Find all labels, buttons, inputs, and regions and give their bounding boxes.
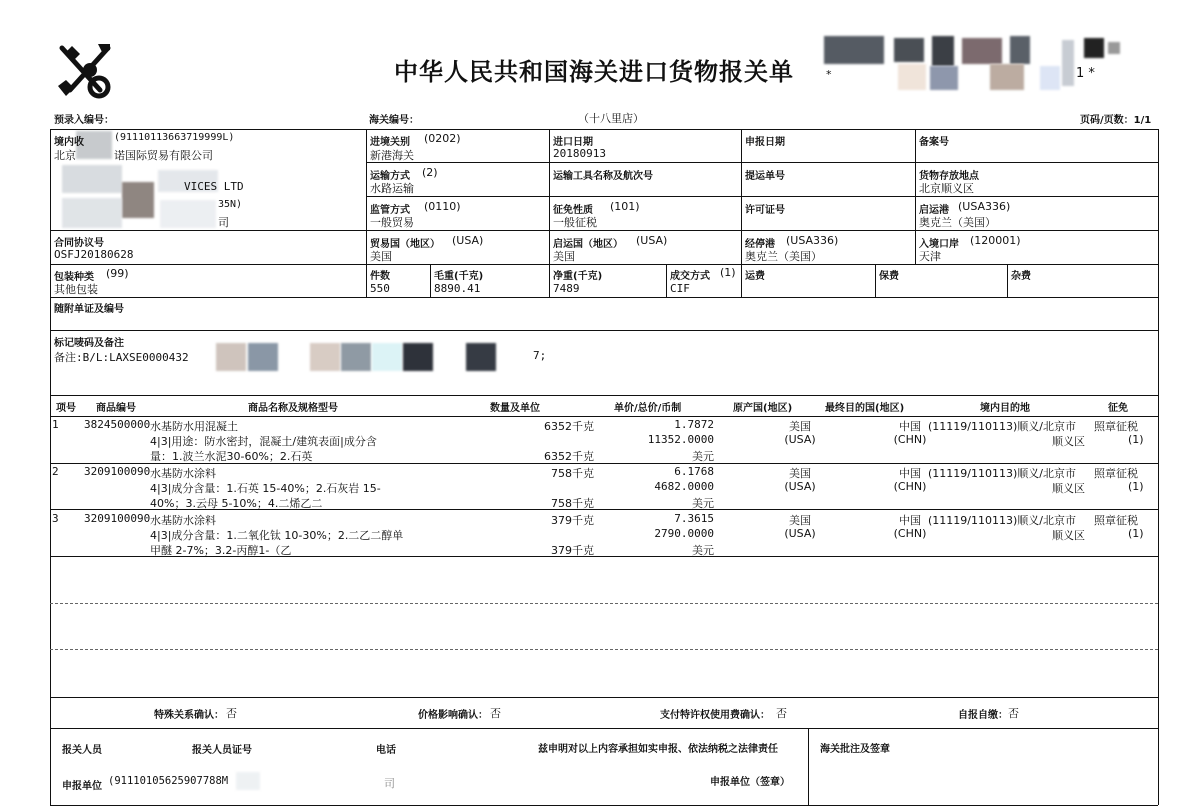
- unit-price: 1.7872: [674, 418, 714, 431]
- consignee-label: 境内收: [54, 137, 84, 148]
- item-no: 1: [52, 418, 59, 431]
- total-price: 2790.0000: [654, 527, 714, 540]
- royalty-value: 否: [776, 707, 787, 720]
- declare-unit-code: (91110105625907788M: [108, 775, 229, 787]
- special-relation-label: 特殊关系确认：: [154, 710, 224, 721]
- declare-unit-partial: 司: [384, 777, 395, 790]
- goods-spec-line1: 4|3|成分含量：1.石英 15-40%；2.石灰岩 15-: [150, 482, 381, 495]
- marks-label: 标记唛码及备注: [54, 338, 124, 349]
- goods-name: 水基防水涂料: [150, 514, 216, 527]
- qty-primary: 758千克: [551, 467, 594, 480]
- consumer-name-partial: 司: [218, 216, 229, 229]
- item-no: 2: [52, 465, 59, 478]
- col-origin: 原产国(地区): [733, 403, 793, 414]
- exemption-value: 一般征税: [553, 216, 597, 229]
- col-levy: 征免: [1108, 403, 1128, 414]
- insurance-label: 保费: [879, 271, 899, 282]
- dest-code: (CHN): [893, 480, 927, 493]
- domestic-dest: (11119/110113)顺义/北京市: [928, 514, 1076, 527]
- departure-port-value: 奥克兰（美国）: [919, 216, 996, 229]
- misc-fee-label: 杂费: [1011, 271, 1031, 282]
- declarant-cert-label: 报关人员证号: [192, 745, 252, 756]
- star-mark-right: 1 *: [1076, 66, 1095, 81]
- transport-mode-value: 水路运输: [370, 182, 414, 195]
- currency: 美元: [692, 497, 714, 510]
- origin-country: 美国: [789, 420, 811, 433]
- marks-tail: 7;: [533, 349, 547, 362]
- departure-port-code: (USA336): [958, 200, 1011, 213]
- dest-country: 中国: [899, 420, 921, 433]
- dest-code: (CHN): [893, 527, 927, 540]
- domestic-dest-line2: 顺义区: [1052, 529, 1085, 542]
- goods-spec-line1: 4|3|用途：防水密封，混凝土/建筑表面|成分含: [150, 435, 377, 448]
- page-indicator: 页码/页数：1/1: [1080, 115, 1152, 126]
- special-relation-value: 否: [226, 707, 237, 720]
- col-name-spec: 商品名称及规格型号: [248, 403, 338, 414]
- departure-port-label: 启运港: [919, 205, 949, 216]
- exemption-code: (101): [610, 200, 640, 213]
- goods-name: 水基防水用混凝土: [150, 420, 238, 433]
- overseas-shipper-partial: VICES LTD: [184, 180, 244, 193]
- dest-country: 中国: [899, 514, 921, 527]
- consignee-name-right: 诺国际贸易有限公司: [114, 149, 213, 162]
- self-declare-value: 否: [1008, 707, 1019, 720]
- dest-country: 中国: [899, 467, 921, 480]
- origin-code: (USA): [784, 527, 816, 540]
- pieces-value: 550: [370, 282, 390, 295]
- pre-entry-no-label: 预录入编号：: [54, 115, 114, 126]
- contract-value: OSFJ20180628: [54, 248, 134, 261]
- filing-no-label: 备案号: [919, 137, 949, 148]
- entry-port-value: 天津: [919, 250, 941, 263]
- vessel-label: 运输工具名称及航次号: [553, 171, 653, 182]
- levy-code: (1): [1128, 480, 1144, 493]
- storage-label: 货物存放地点: [919, 171, 979, 182]
- hs-code: 3209100090: [84, 512, 151, 525]
- trade-country-value: 美国: [370, 250, 392, 263]
- customs-emblem-icon: [52, 40, 118, 104]
- import-date-label: 进口日期: [553, 137, 593, 148]
- qty-secondary: 6352千克: [544, 450, 594, 463]
- levy-code: (1): [1128, 433, 1144, 446]
- origin-country-label: 启运国（地区）: [553, 239, 623, 250]
- col-hs-code: 商品编号: [96, 403, 136, 414]
- consignee-code: (91110113663719999L): [114, 132, 235, 143]
- origin-country-value: 美国: [553, 250, 575, 263]
- star-mark-left: *: [826, 68, 832, 81]
- legal-statement: 兹申明对以上内容承担如实申报、依法纳税之法律责任: [538, 744, 778, 755]
- col-qty-unit: 数量及单位: [490, 403, 540, 414]
- exemption-label: 征免性质: [553, 205, 593, 216]
- import-date-value: 20180913: [553, 147, 606, 160]
- hs-code: 3824500000: [84, 418, 151, 431]
- via-port-code: (USA336): [786, 234, 839, 247]
- consignee-name-left: 北京: [54, 149, 76, 162]
- net-weight-label: 净重(千克): [553, 271, 603, 282]
- domestic-dest: (11119/110113)顺义/北京市: [928, 420, 1076, 433]
- deal-mode-code: (1): [720, 266, 736, 279]
- qty-primary: 379千克: [551, 514, 594, 527]
- goods-spec-line2: 甲醚 2-7%；3.2-丙醇1-（乙: [150, 544, 292, 557]
- page-title: 中华人民共和国海关进口货物报关单: [394, 57, 794, 86]
- qty-secondary: 379千克: [551, 544, 594, 557]
- price-effect-value: 否: [490, 707, 501, 720]
- currency: 美元: [692, 544, 714, 557]
- contract-label: 合同协议号: [54, 238, 104, 249]
- consumer-code-partial: 35N): [218, 199, 243, 210]
- domestic-dest-line2: 顺义区: [1052, 482, 1085, 495]
- barcode-redacted: [822, 36, 1122, 92]
- docs-label: 随附单证及编号: [54, 304, 124, 315]
- royalty-label: 支付特许权使用费确认：: [660, 710, 770, 721]
- origin-country: 美国: [789, 467, 811, 480]
- domestic-dest: (11119/110113)顺义/北京市: [928, 467, 1076, 480]
- qty-secondary: 758千克: [551, 497, 594, 510]
- origin-code: (USA): [784, 480, 816, 493]
- declare-date-label: 申报日期: [745, 137, 785, 148]
- package-code: (99): [106, 267, 129, 280]
- declare-unit-sign-label: 申报单位（签章）: [710, 777, 790, 788]
- domestic-dest-line2: 顺义区: [1052, 435, 1085, 448]
- entry-port-code: (120001): [970, 234, 1021, 247]
- item-no: 3: [52, 512, 59, 525]
- bl-label: 提运单号: [745, 171, 785, 182]
- levy-mode: 照章征税: [1094, 467, 1138, 480]
- origin-country: 美国: [789, 514, 811, 527]
- total-price: 4682.0000: [654, 480, 714, 493]
- via-port-label: 经停港: [745, 239, 775, 250]
- currency: 美元: [692, 450, 714, 463]
- pieces-label: 件数: [370, 271, 390, 282]
- customs-approval-label: 海关批注及签章: [820, 744, 890, 755]
- supervision-value: 一般贸易: [370, 216, 414, 229]
- net-weight-value: 7489: [553, 282, 580, 295]
- storage-value: 北京顺义区: [919, 182, 974, 195]
- dest-code: (CHN): [893, 433, 927, 446]
- gross-weight-value: 8890.41: [434, 282, 481, 295]
- gross-weight-label: 毛重(千克): [434, 271, 484, 282]
- levy-mode: 照章征税: [1094, 514, 1138, 527]
- supervision-label: 监管方式: [370, 205, 410, 216]
- col-price: 单价/总价/币制: [614, 403, 682, 414]
- trade-country-label: 贸易国（地区）: [370, 239, 440, 250]
- phone-label: 电话: [376, 745, 396, 756]
- col-destination: 最终目的国(地区): [825, 403, 905, 414]
- customs-no-label: 海关编号：: [369, 115, 419, 126]
- port-note: （十八里店）: [578, 112, 644, 125]
- hs-code: 3209100090: [84, 465, 151, 478]
- goods-spec-line1: 4|3|成分含量：1.二氧化钛 10-30%；2.二乙二醇单: [150, 529, 404, 542]
- package-value: 其他包装: [54, 283, 98, 296]
- deal-mode-label: 成交方式: [670, 271, 710, 282]
- qty-primary: 6352千克: [544, 420, 594, 433]
- transport-mode-label: 运输方式: [370, 171, 410, 182]
- import-port-label: 进境关别: [370, 137, 410, 148]
- trade-country-code: (USA): [452, 234, 484, 247]
- unit-price: 6.1768: [674, 465, 714, 478]
- declare-unit-label: 申报单位: [62, 781, 102, 792]
- col-item-no: 项号: [56, 403, 76, 414]
- unit-price: 7.3615: [674, 512, 714, 525]
- col-domestic-dest: 境内目的地: [980, 403, 1030, 414]
- import-port-code: (0202): [424, 132, 461, 145]
- levy-code: (1): [1128, 527, 1144, 540]
- declarant-label: 报关人员: [62, 745, 102, 756]
- origin-country-code: (USA): [636, 234, 668, 247]
- transport-mode-code: (2): [422, 166, 438, 179]
- price-effect-label: 价格影响确认：: [418, 710, 488, 721]
- marks-value: 备注:B/L:LAXSE0000432: [54, 351, 189, 364]
- package-label: 包装种类: [54, 272, 94, 283]
- entry-port-label: 入境口岸: [919, 239, 959, 250]
- import-port-value: 新港海关: [370, 149, 414, 162]
- self-declare-label: 自报自缴：: [958, 710, 1008, 721]
- levy-mode: 照章征税: [1094, 420, 1138, 433]
- license-label: 许可证号: [745, 205, 785, 216]
- total-price: 11352.0000: [647, 433, 714, 446]
- deal-mode-value: CIF: [670, 282, 690, 295]
- supervision-code: (0110): [424, 200, 461, 213]
- via-port-value: 奥克兰（美国）: [745, 250, 822, 263]
- goods-spec-line2: 量：1.波兰水泥30-60%；2.石英: [150, 450, 313, 463]
- freight-label: 运费: [745, 271, 765, 282]
- goods-spec-line2: 40%；3.云母 5-10%；4.二烯乙二: [150, 497, 323, 510]
- goods-name: 水基防水涂料: [150, 467, 216, 480]
- origin-code: (USA): [784, 433, 816, 446]
